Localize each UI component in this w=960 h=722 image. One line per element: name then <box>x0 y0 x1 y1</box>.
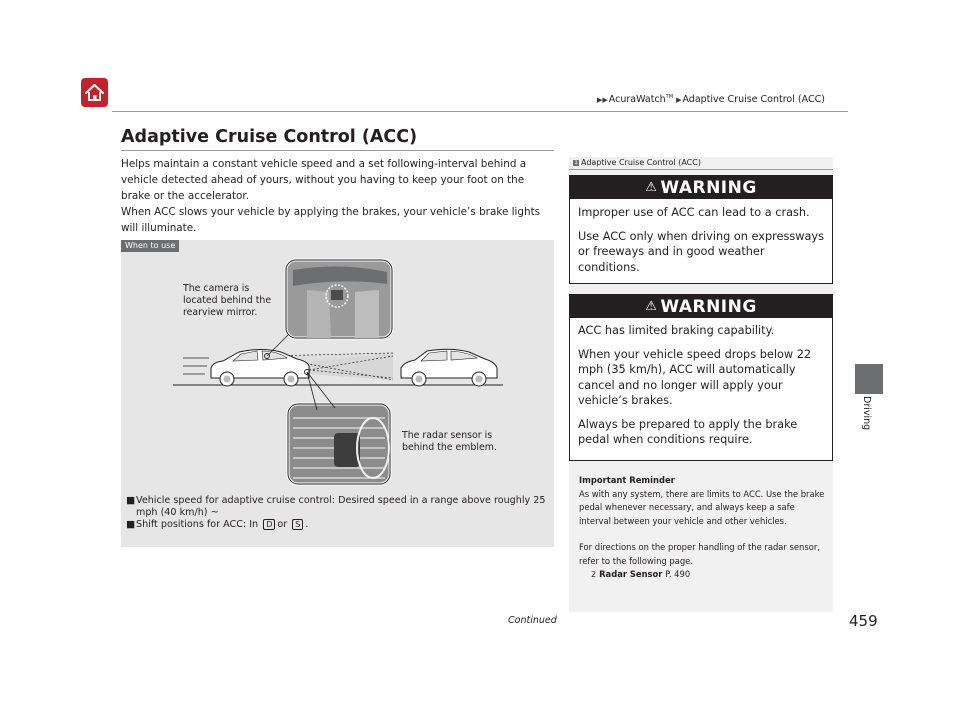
sidebar-heading: 1 Adaptive Cruise Control (ACC) <box>574 158 701 167</box>
warning-header: ⚠ WARNING <box>570 295 832 318</box>
breadcrumb <box>597 94 825 105</box>
lead-vehicle <box>401 349 497 386</box>
when-to-use-tag: When to use <box>121 240 179 252</box>
radar-inset <box>288 404 390 484</box>
list-item: ■ Shift positions for ACC: In D or S . <box>126 519 309 530</box>
breadcrumb-item-acc[interactable]: Adaptive Cruise Control (ACC) <box>682 94 825 106</box>
warning-icon: ⚠ <box>645 299 658 314</box>
intro-text: Helps maintain a constant vehicle speed and a set following-interval behind a vehicle detected ahead of yours, without you having to keep your foot on the brake or the accelerator. When ACC slows your vehicle by applying the brakes, your vehicle’s brake lights will illuminate. <box>121 158 541 234</box>
breadcrumb-item-acurawatch[interactable]: AcuraWatch™ <box>608 94 674 106</box>
home-button[interactable] <box>81 78 108 107</box>
shift-key-s: S <box>292 519 303 530</box>
bullet-icon: ■ <box>126 519 136 530</box>
title-divider <box>121 150 554 151</box>
home-icon <box>81 78 108 107</box>
cross-reference-link[interactable]: 2 Radar Sensor P. 490 <box>591 569 691 579</box>
warning-icon: ⚠ <box>645 180 658 195</box>
own-vehicle <box>211 350 309 387</box>
list-item: ■ Vehicle speed for adaptive cruise control: Desired speed in a range above roughly 25 mph (40 km/h) ~ <box>126 495 546 518</box>
shift-key-d: D <box>263 519 275 530</box>
warning-box-1: ⚠ WARNING Improper use of ACC can lead to a crash. Use ACC only when driving on expressways or freeways and in good weather conditions. <box>569 175 833 284</box>
warning-box-2: ⚠ WARNING ACC has limited braking capability. When your vehicle speed drops below 22 mph (35 km/h), ACC will automatically cancel and no longer will apply your vehicle’s brakes. Always be prepared to apply the brake pedal when conditions require. <box>569 294 833 461</box>
note-marker-icon: 1 <box>574 159 578 166</box>
chapter-tab[interactable] <box>855 364 883 394</box>
continued-label: Continued <box>508 615 557 626</box>
reference-arrow-icon: 2 <box>591 570 597 579</box>
sidebar-divider <box>569 169 833 170</box>
condition-list <box>126 495 546 531</box>
important-reminder: Important Reminder As with any system, there are limits to ACC. Use the brake pedal whenever necessary, and always keep a safe interval between your vehicle and other vehicles. For directions on the proper handling of the radar sensor, refer to the following page. 2 Radar Sensor P. 490 <box>579 474 829 582</box>
camera-callout: The camera is located behind the rearview mirror. <box>183 283 272 318</box>
breadcrumb-arrow-icon: ▶▶ <box>597 96 608 105</box>
breadcrumb-arrow-icon: ▶ <box>676 96 682 105</box>
page-title: Adaptive Cruise Control (ACC) <box>121 127 418 147</box>
camera-inset <box>286 260 392 338</box>
chapter-label: Driving <box>861 396 872 431</box>
header-divider <box>112 111 848 112</box>
bullet-icon: ■ <box>126 495 136 506</box>
radar-callout: The radar sensor is behind the emblem. <box>402 430 497 453</box>
warning-header: ⚠ WARNING <box>570 176 832 199</box>
page-number: 459 <box>849 612 878 630</box>
